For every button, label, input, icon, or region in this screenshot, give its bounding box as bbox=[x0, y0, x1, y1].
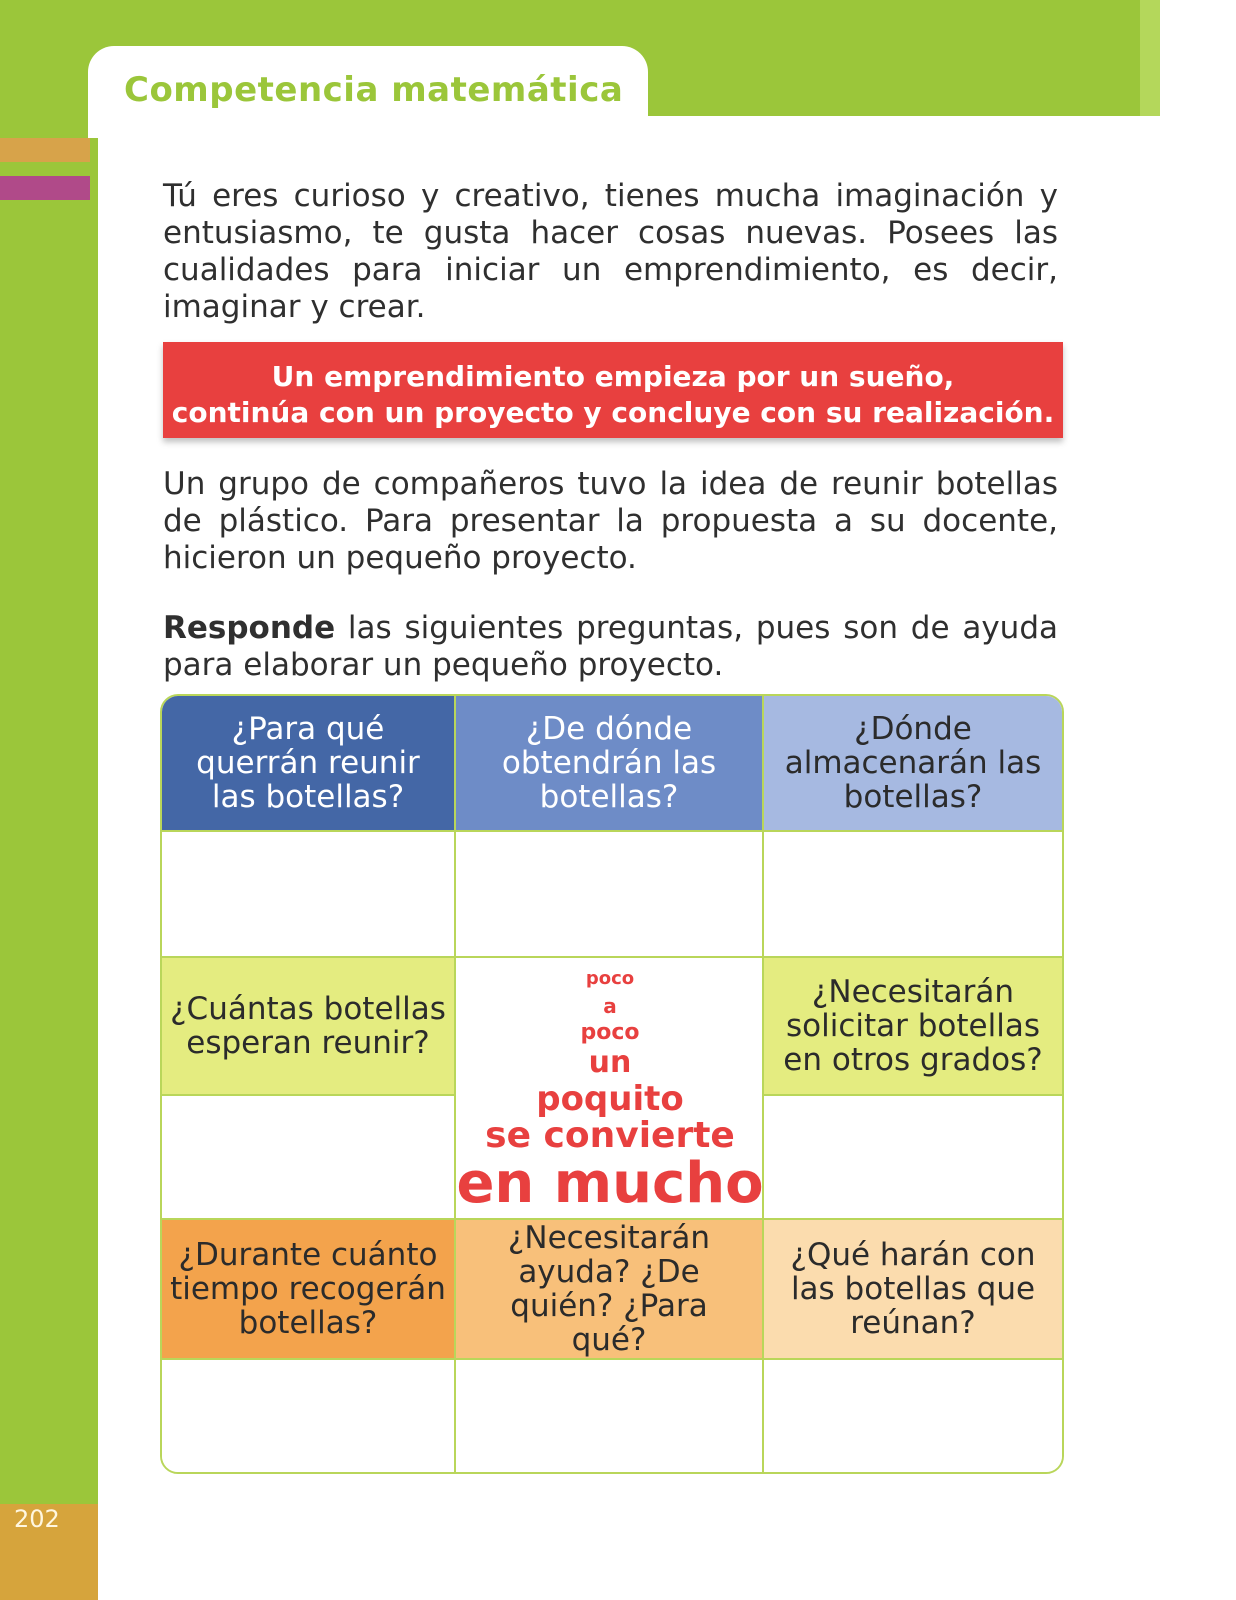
banner-line-2: continúa con un proyecto y concluye con su realización. bbox=[171, 396, 1055, 429]
answer-field-7[interactable] bbox=[456, 1360, 764, 1472]
page-number: 202 bbox=[14, 1505, 60, 1533]
instruction-paragraph bbox=[163, 610, 1058, 684]
page-title: Competencia matemática bbox=[124, 70, 624, 110]
question-cell-2: ¿De dónde obtendrán las botellas? bbox=[456, 696, 764, 832]
answer-field-8[interactable] bbox=[764, 1360, 1062, 1472]
top-light-strip bbox=[1140, 0, 1160, 116]
green-side-band bbox=[0, 0, 98, 1600]
motto-word-1: poco bbox=[585, 968, 635, 989]
question-cell-7: ¿Necesitarán ayuda? ¿De quién? ¿Para qué? bbox=[456, 1220, 764, 1360]
answer-field-5[interactable] bbox=[764, 1096, 1062, 1220]
motto-artwork bbox=[456, 958, 764, 1220]
answer-field-1[interactable] bbox=[162, 832, 456, 958]
question-cell-1: ¿Para qué querrán reunir las botellas? bbox=[162, 696, 456, 832]
question-cell-4: ¿Cuántas botellas esperan reunir? bbox=[162, 958, 456, 1096]
instruction-verb: Responde bbox=[163, 610, 336, 646]
orange-tab-strip bbox=[0, 138, 90, 162]
banner-line-1: Un emprendimiento empieza por un sueño, bbox=[271, 360, 955, 393]
motto-word-3: poco bbox=[580, 1020, 640, 1045]
question-cell-3: ¿Dónde almacenarán las botellas? bbox=[764, 696, 1062, 832]
pink-tab-strip bbox=[0, 176, 90, 200]
question-table bbox=[160, 694, 1064, 1474]
motto-word-2: a bbox=[603, 994, 617, 1018]
answer-field-2[interactable] bbox=[456, 832, 764, 958]
intro-paragraph: Tú eres curioso y creativo, tienes mucha imaginación y entusiasmo, te gusta hacer cosas nuevas. Posees las cualidades para iniciar un emprendimiento, es decir, imaginar y crear. bbox=[163, 178, 1058, 325]
question-cell-5: ¿Necesitarán solicitar botellas en otros grados? bbox=[764, 958, 1062, 1096]
motto-word-5: poquito bbox=[536, 1079, 684, 1119]
motto-word-7: en mucho bbox=[456, 1151, 764, 1216]
instruction-text: las siguientes preguntas, pues son de ayuda para elaborar un pequeño proyecto. bbox=[163, 610, 1058, 683]
answer-field-3[interactable] bbox=[764, 832, 1062, 958]
highlight-banner bbox=[163, 342, 1063, 438]
motto-word-4: un bbox=[588, 1045, 632, 1080]
motto-word-6: se convierte bbox=[485, 1115, 735, 1156]
story-paragraph: Un grupo de compañeros tuvo la idea de reunir botellas de plástico. Para presentar la propuesta a su docente, hicieron un pequeño proyecto. bbox=[163, 466, 1058, 576]
answer-field-6[interactable] bbox=[162, 1360, 456, 1472]
question-cell-8: ¿Qué harán con las botellas que reúnan? bbox=[764, 1220, 1062, 1360]
answer-field-4[interactable] bbox=[162, 1096, 456, 1220]
question-cell-6: ¿Durante cuánto tiempo recogerán botellas? bbox=[162, 1220, 456, 1360]
